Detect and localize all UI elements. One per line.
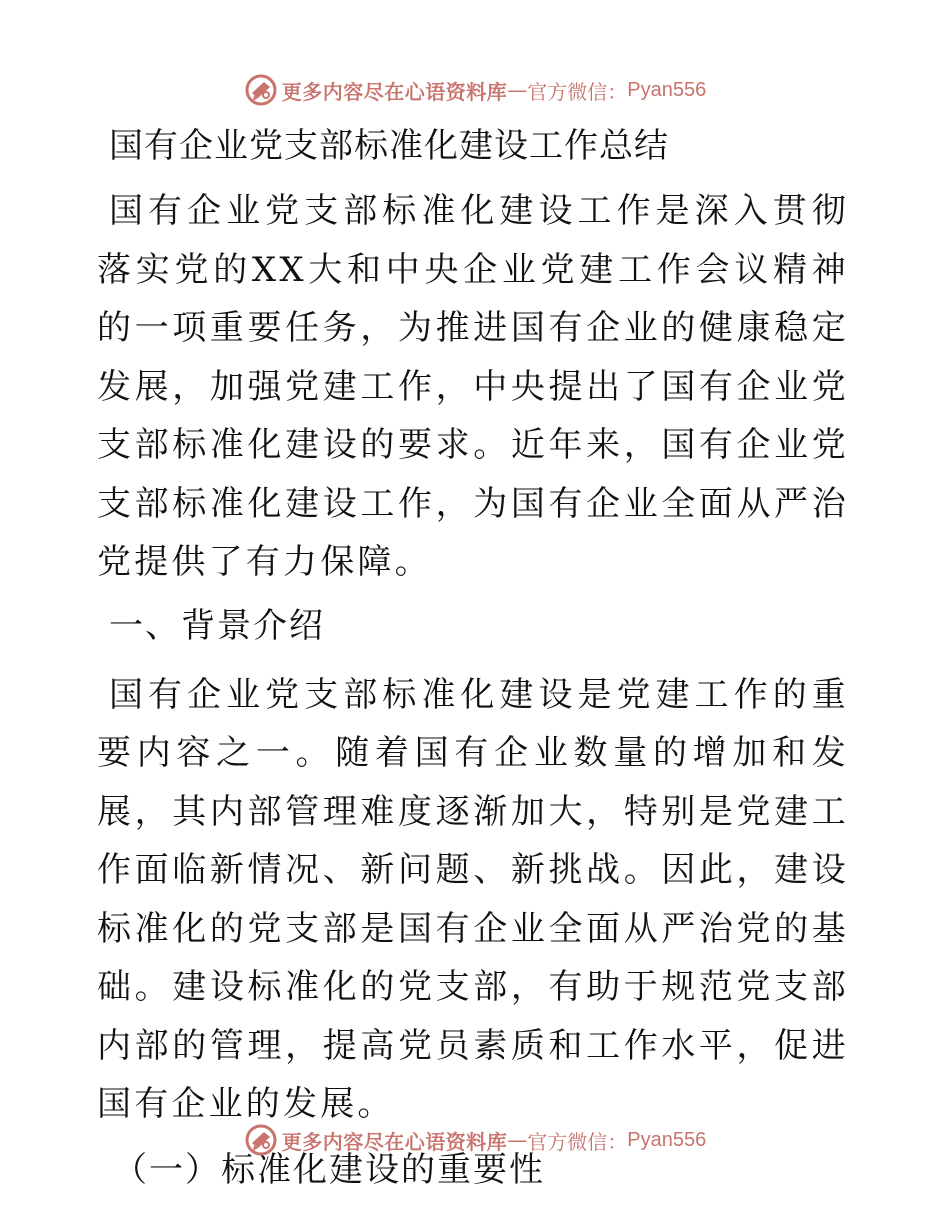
- document-body: [97, 120, 849, 1196]
- watermark-separator: —: [507, 78, 528, 102]
- brand-logo-icon: [244, 73, 278, 107]
- watermark-wechat-label: 官方微信：: [527, 1129, 628, 1154]
- watermark-banner-top: [0, 70, 950, 110]
- watermark-separator: —: [507, 1128, 528, 1152]
- watermark-site-text: 更多内容尽在心语资料库: [281, 1129, 508, 1154]
- watermark-wechat-id: Pyan556: [627, 78, 707, 101]
- section-heading-background: 一、背景介绍: [109, 605, 325, 646]
- watermark-wechat-label: 官方微信：: [527, 79, 628, 104]
- watermark-banner-bottom: [0, 1120, 950, 1160]
- background-paragraph: 国有企业党支部标准化建设是党建工作的重要内容之一。随着国有企业数量的增加和发展，其内部管理难度逐渐加大，特别是党建工作面临新情况、新问题、新挑战。因此，建设标准化的党支部是国有企业全面从严治党的基础。建设标准化的党支部，有助于规范党支部内部的管理，提高党员素质和工作水平，促进国有企业的发展。: [97, 674, 849, 1124]
- watermark-wechat-id: Pyan556: [627, 1128, 707, 1151]
- subsection-heading-importance: （一）标准化建设的重要性: [113, 1149, 545, 1190]
- brand-logo-icon: [244, 1123, 278, 1157]
- watermark-site-text: 更多内容尽在心语资料库: [281, 79, 508, 104]
- intro-paragraph: 国有企业党支部标准化建设工作是深入贯彻落实党的XX大和中央企业党建工作会议精神的一项重要任务，为推进国有企业的健康稳定发展，加强党建工作，中央提出了国有企业党支部标准化建设的要求。近年来，国有企业党支部标准化建设工作，为国有企业全面从严治党提供了有力保障。: [97, 191, 849, 582]
- document-title: 国有企业党支部标准化建设工作总结: [109, 126, 669, 166]
